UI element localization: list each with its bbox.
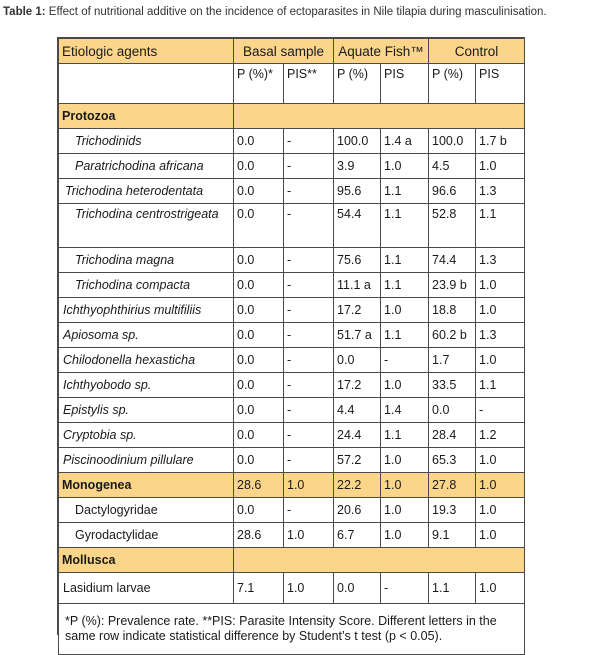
row-name: Trichodina heterodentata: [59, 179, 234, 204]
table-row: [59, 154, 525, 179]
cell-aquate-p: 100.0: [334, 129, 381, 154]
cell-basal-pis: -: [284, 348, 334, 373]
cell-basal-pis: -: [284, 273, 334, 298]
cell-basal-pis: -: [284, 129, 334, 154]
cell-control-pis: 1.0: [476, 523, 525, 548]
cell-aquate-p: 51.7 a: [334, 323, 381, 348]
row-name: Gyrodactylidae: [59, 523, 234, 548]
subheader-row: [59, 64, 525, 104]
cell-control-p: 23.9 b: [429, 273, 476, 298]
cell-aquate-p: 24.4: [334, 423, 381, 448]
header-etiologic: Etiologic agents: [59, 39, 234, 64]
cell-basal-pis: -: [284, 154, 334, 179]
cell-basal-p: 0.0: [234, 179, 284, 204]
cell-aquate-p: 75.6: [334, 248, 381, 273]
cell-aquate-pis: 1.1: [381, 248, 429, 273]
cell-basal-p: 0.0: [234, 498, 284, 523]
cell-control-p: 18.8: [429, 298, 476, 323]
cell-control-pis: -: [476, 398, 525, 423]
cell-control-p: 28.4: [429, 423, 476, 448]
cell-aquate-p: 3.9: [334, 154, 381, 179]
cell-aquate-p: 57.2: [334, 448, 381, 473]
subheader-basal-p: P (%)*: [234, 64, 284, 104]
cell-control-p: 0.0: [429, 398, 476, 423]
cell-aquate-pis: 1.0: [381, 154, 429, 179]
cell-basal-p: 0.0: [234, 323, 284, 348]
subheader-control-pis: PIS: [476, 64, 525, 104]
cell-control-pis: 1.0: [476, 573, 525, 604]
row-name: Trichodina magna: [59, 248, 234, 273]
cell-basal-pis: -: [284, 298, 334, 323]
table-caption: [3, 6, 589, 18]
cell-control-pis: 1.2: [476, 423, 525, 448]
cell-aquate-pis: 1.0: [381, 298, 429, 323]
section-label-mollusca: Mollusca: [59, 548, 234, 573]
parasite-table: [58, 38, 525, 655]
cell-basal-p: 0.0: [234, 248, 284, 273]
cell-aquate-pis: 1.4: [381, 398, 429, 423]
cell-aquate-p: 54.4: [334, 204, 381, 248]
cell-control-pis: 1.3: [476, 323, 525, 348]
row-name: Paratrichodina africana: [59, 154, 234, 179]
header-row: [59, 39, 525, 64]
cell-basal-p: 0.0: [234, 448, 284, 473]
table-row: [59, 348, 525, 373]
cell-aquate-pis: 1.1: [381, 423, 429, 448]
row-name: Trichodina centrostrigeata: [59, 204, 234, 248]
cell-basal-pis: -: [284, 179, 334, 204]
cell-control-p: 1.1: [429, 573, 476, 604]
cell-basal-pis: 1.0: [284, 573, 334, 604]
cell-control-p: 1.7: [429, 348, 476, 373]
table-row: [59, 248, 525, 273]
cell-aquate-pis: 1.1: [381, 204, 429, 248]
cell-aquate-pis: 1.0: [381, 448, 429, 473]
table-row: [59, 204, 525, 248]
cell-control-p: 60.2 b: [429, 323, 476, 348]
cell-aquate-p: 17.2: [334, 298, 381, 323]
table-row: [59, 448, 525, 473]
cell-aquate-pis: 1.0: [381, 498, 429, 523]
row-name: Ichthyophthirius multifiliis: [59, 298, 234, 323]
table-row: [59, 573, 525, 604]
cell-control-pis: 1.0: [476, 498, 525, 523]
caption-label: Table 1:: [3, 6, 46, 18]
cell-basal-p: 0.0: [234, 298, 284, 323]
cell-aquate-p: 11.1 a: [334, 273, 381, 298]
section-fill: [234, 104, 525, 129]
section-row-mollusca: [59, 548, 525, 573]
cell-aquate-p: 4.4: [334, 398, 381, 423]
cell-basal-p: 0.0: [234, 373, 284, 398]
cell-aquate-p: 17.2: [334, 373, 381, 398]
cell-control-p: 74.4: [429, 248, 476, 273]
cell-control-pis: 1.3: [476, 179, 525, 204]
cell-aquate-p: 95.6: [334, 179, 381, 204]
table-row: [59, 129, 525, 154]
row-name: Cryptobia sp.: [59, 423, 234, 448]
cell-basal-pis: -: [284, 498, 334, 523]
cell-control-pis: 1.0: [476, 154, 525, 179]
cell-control-p: 33.5: [429, 373, 476, 398]
subheader-empty: [59, 64, 234, 104]
cell-basal-p: 28.6: [234, 523, 284, 548]
cell-aquate-pis: 1.1: [381, 273, 429, 298]
header-control: Control: [429, 39, 525, 64]
row-name: Ichthyobodo sp.: [59, 373, 234, 398]
subheader-aquate-pis: PIS: [381, 64, 429, 104]
cell-control-pis: 1.1: [476, 373, 525, 398]
cell-basal-p: 0.0: [234, 273, 284, 298]
cell-control-pis: 1.0: [476, 298, 525, 323]
table-row: [59, 423, 525, 448]
cell-control-p: 9.1: [429, 523, 476, 548]
cell-basal-p: 0.0: [234, 348, 284, 373]
cell-aquate-p: 22.2: [334, 473, 381, 498]
cell-control-pis: 1.1: [476, 204, 525, 248]
subheader-aquate-p: P (%): [334, 64, 381, 104]
cell-control-pis: 1.0: [476, 473, 525, 498]
cell-control-pis: 1.0: [476, 273, 525, 298]
cell-aquate-p: 0.0: [334, 573, 381, 604]
header-aquate: Aquate Fish™: [334, 39, 429, 64]
row-name: Epistylis sp.: [59, 398, 234, 423]
header-basal: Basal sample: [234, 39, 334, 64]
section-row-protozoa: [59, 104, 525, 129]
cell-basal-p: 0.0: [234, 204, 284, 248]
row-name: Piscinoodinium pillulare: [59, 448, 234, 473]
cell-basal-p: 0.0: [234, 398, 284, 423]
table-footnote: *P (%): Prevalence rate. **PIS: Parasite Intensity Score. Different letters in the same row indicate statistical difference by Student’s t test (p < 0.05).: [59, 604, 525, 655]
cell-aquate-pis: 1.1: [381, 323, 429, 348]
cell-basal-p: 0.0: [234, 129, 284, 154]
row-name: Lasidium larvae: [59, 573, 234, 604]
cell-basal-pis: 1.0: [284, 523, 334, 548]
table-row: [59, 179, 525, 204]
section-label-protozoa: Protozoa: [59, 104, 234, 129]
caption-text: Effect of nutritional additive on the incidence of ectoparasites in Nile tilapia during masculinisation.: [45, 6, 547, 18]
cell-aquate-pis: -: [381, 348, 429, 373]
cell-control-p: 96.6: [429, 179, 476, 204]
subheader-basal-pis: PIS**: [284, 64, 334, 104]
cell-control-pis: 1.3: [476, 248, 525, 273]
row-name: Apiosoma sp.: [59, 323, 234, 348]
cell-aquate-pis: 1.4 a: [381, 129, 429, 154]
section-fill: [234, 548, 525, 573]
cell-basal-pis: -: [284, 423, 334, 448]
cell-basal-pis: 1.0: [284, 473, 334, 498]
cell-basal-pis: -: [284, 204, 334, 248]
cell-aquate-p: 0.0: [334, 348, 381, 373]
cell-basal-p: 7.1: [234, 573, 284, 604]
table-row: [59, 373, 525, 398]
table-row: [59, 323, 525, 348]
table-row: [59, 398, 525, 423]
cell-basal-pis: -: [284, 248, 334, 273]
cell-basal-p: 28.6: [234, 473, 284, 498]
cell-control-pis: 1.7 b: [476, 129, 525, 154]
cell-aquate-pis: 1.0: [381, 523, 429, 548]
cell-aquate-pis: 1.0: [381, 373, 429, 398]
footnote-row: [59, 604, 525, 655]
row-name: Trichodinids: [59, 129, 234, 154]
cell-control-p: 100.0: [429, 129, 476, 154]
cell-aquate-p: 6.7: [334, 523, 381, 548]
cell-aquate-pis: 1.0: [381, 473, 429, 498]
cell-basal-p: 0.0: [234, 423, 284, 448]
table-row: [59, 498, 525, 523]
table-row: [59, 523, 525, 548]
cell-control-p: 52.8: [429, 204, 476, 248]
cell-control-p: 19.3: [429, 498, 476, 523]
cell-basal-pis: -: [284, 323, 334, 348]
cell-aquate-pis: 1.1: [381, 179, 429, 204]
subheader-control-p: P (%): [429, 64, 476, 104]
table-row: [59, 298, 525, 323]
parasite-table-container: [57, 37, 525, 643]
table-row: [59, 273, 525, 298]
section-row-monogenea: [59, 473, 525, 498]
cell-basal-p: 0.0: [234, 154, 284, 179]
cell-control-p: 4.5: [429, 154, 476, 179]
cell-control-pis: 1.0: [476, 348, 525, 373]
cell-basal-pis: -: [284, 448, 334, 473]
cell-control-pis: 1.0: [476, 448, 525, 473]
cell-control-p: 27.8: [429, 473, 476, 498]
row-name: Dactylogyridae: [59, 498, 234, 523]
cell-aquate-pis: -: [381, 573, 429, 604]
row-name: Chilodonella hexasticha: [59, 348, 234, 373]
cell-basal-pis: -: [284, 398, 334, 423]
cell-control-p: 65.3: [429, 448, 476, 473]
cell-aquate-p: 20.6: [334, 498, 381, 523]
cell-basal-pis: -: [284, 373, 334, 398]
section-label-monogenea: Monogenea: [59, 473, 234, 498]
row-name: Trichodina compacta: [59, 273, 234, 298]
